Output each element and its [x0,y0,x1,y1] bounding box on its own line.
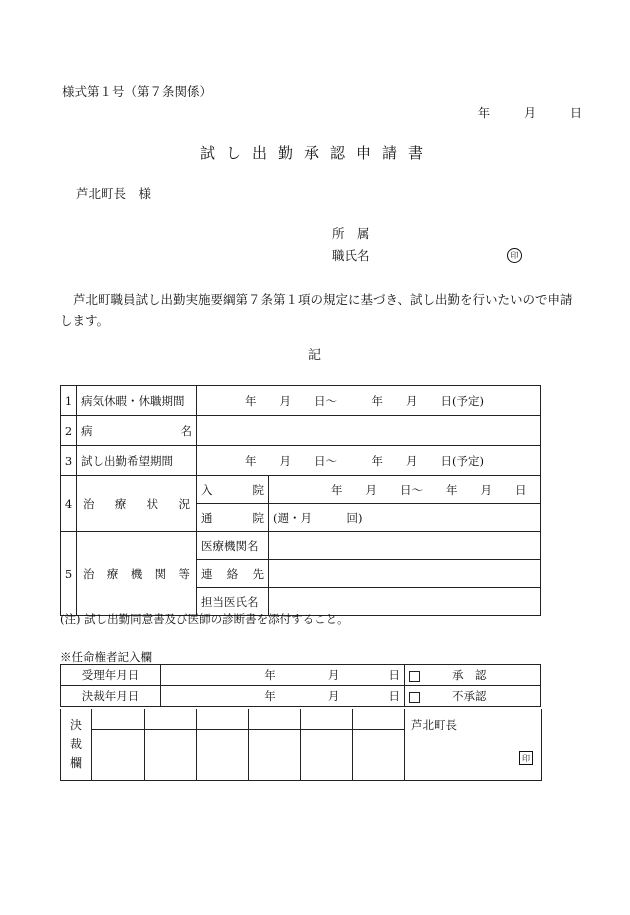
table-row [61,416,541,446]
hospitalization-label: 入 院 [197,476,269,504]
approve-checkbox[interactable] [409,671,420,682]
row-number: 1 [61,386,77,416]
outpatient-label: 通 院 [197,504,269,532]
sick-leave-period-label: 病気休暇・休職期間 [77,386,197,416]
table-row [61,476,541,504]
disease-name-value[interactable] [197,416,541,446]
disapprove-option[interactable]: 不承認 [405,686,541,707]
seal-icon: 印 [507,248,522,263]
appointer-section-label: ※任命権者記入欄 [60,650,152,664]
received-date-label: 受理年月日 [61,665,161,686]
stamp-cell[interactable] [300,709,353,780]
row-number: 4 [61,476,77,532]
mayor-seal-icon: 印 [519,751,533,765]
medical-institution-label: 治 療 機 関 等 [77,532,197,616]
sick-leave-period-value[interactable]: 年 月 日～ 年 月 日(予定) [197,386,541,416]
disease-name-label: 病 名 [77,416,197,446]
table-row [61,386,541,416]
outpatient-value[interactable]: (週・月 回) [269,504,541,532]
decided-date-label: 決裁年月日 [61,686,161,707]
row-number: 2 [61,416,77,446]
affiliation-label: 所 属 [332,226,370,241]
row-number: 3 [61,446,77,476]
date-month-label: 月 [524,106,537,120]
trial-period-value[interactable]: 年 月 日～ 年 月 日(予定) [197,446,541,476]
table-row [61,686,541,707]
mayor-label: 芦北町長 [411,718,457,732]
received-date-value[interactable]: 年 月 日 [161,665,405,686]
stamp-grid-divider [92,729,404,730]
stamp-cell[interactable] [196,709,249,780]
body-text: 芦北町職員試し出勤実施要綱第７条第１項の規定に基づき、試し出勤を行いたいので申請します。 [60,292,573,328]
date-day-label: 日 [570,106,583,120]
ki-heading: 記 [308,348,322,363]
stamp-grid [92,709,404,780]
application-table [60,385,541,616]
institution-name-value[interactable] [269,532,541,560]
kessai-label: 決 裁 欄 [61,709,92,780]
trial-period-label: 試し出勤希望期間 [77,446,197,476]
application-date [478,107,582,119]
decided-date-value[interactable]: 年 月 日 [161,686,405,707]
document-title: 試し出勤承認申請書 [200,144,435,162]
approval-stamp-area [60,709,542,781]
treatment-status-label: 治 療 状 況 [77,476,197,532]
stamp-cell[interactable] [92,709,145,780]
contact-label: 連 絡 先 [197,560,269,588]
form-number: 様式第１号（第７条関係） [62,84,213,99]
appointer-table [60,664,541,707]
disapprove-checkbox[interactable] [409,692,420,703]
mayor-box [404,709,542,780]
institution-name-label: 医療機関名 [197,532,269,560]
doctor-name-label: 担当医氏名 [197,588,269,616]
approve-option[interactable]: 承 認 [405,665,541,686]
addressee: 芦北町長 様 [76,186,152,201]
row-number: 5 [61,532,77,616]
stamp-cell[interactable] [352,709,403,780]
stamp-cell[interactable] [248,709,301,780]
table-row [61,665,541,686]
table-row [61,532,541,560]
stamp-cell[interactable] [144,709,197,780]
table-row [61,446,541,476]
date-year-label: 年 [478,106,491,120]
name-label: 職氏名 [332,248,370,263]
hospitalization-value[interactable]: 年 月 日～ 年 月 日 [269,476,541,504]
attachment-note: (注) 試し出勤同意書及び医師の診断書を添付すること。 [60,612,349,626]
contact-value[interactable] [269,560,541,588]
